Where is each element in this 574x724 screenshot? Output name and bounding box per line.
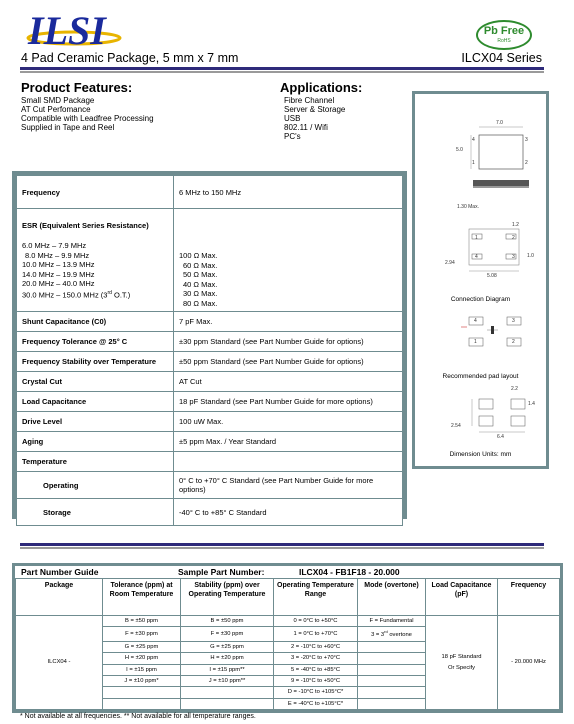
- spec-label: Operating: [17, 472, 174, 499]
- product-features: [21, 80, 154, 132]
- spec-row-tolerance: [17, 332, 403, 352]
- spec-row-storage: [17, 499, 403, 526]
- spec-value: ±5 ppm Max. / Year Standard: [174, 432, 403, 452]
- pin-label: 4: [474, 318, 477, 324]
- spec-label: ESR (Equivalent Series Resistance): [22, 221, 149, 230]
- temp-cell: 9 = -10°C to +50°C: [274, 675, 358, 686]
- esr-value: 50 Ω Max.: [183, 270, 218, 280]
- stability-cell: H = ±20 ppm: [181, 653, 274, 664]
- mode-cell: [358, 698, 426, 709]
- stability-cell: I = ±15 ppm**: [181, 664, 274, 675]
- spec-label: Crystal Cut: [17, 372, 174, 392]
- sample-label: Sample Part Number:: [178, 567, 265, 577]
- pin-label: 1: [474, 339, 477, 345]
- crystal-symbol: [491, 326, 494, 334]
- spec-row-frequency: [17, 176, 403, 209]
- layout-pad: [511, 399, 525, 409]
- spec-table: [16, 175, 403, 526]
- logo-text: ILSI: [28, 8, 106, 52]
- spec-row-drive: [17, 412, 403, 432]
- dim-label: 1.2: [512, 222, 519, 228]
- esr-range: 14.0 MHz – 19.9 MHz: [22, 269, 95, 279]
- sample-value: ILCX04 - FB1F18 - 20.000: [299, 567, 400, 577]
- pin-label: 1: [475, 235, 478, 241]
- tolerance-cell: G = ±25 ppm: [103, 641, 181, 652]
- rohs-label: RoHS: [497, 38, 511, 44]
- layout-pad: [479, 416, 493, 426]
- esr-values: [174, 209, 403, 312]
- stability-cell: J = ±10 ppm**: [181, 675, 274, 686]
- spec-value: 7 pF Max.: [174, 312, 403, 332]
- tolerance-cell: B = ±50 ppm: [103, 616, 181, 627]
- frequency-cell: - 20.000 MHz: [498, 616, 560, 710]
- part-guide-header-row: [16, 579, 560, 616]
- tolerance-cell: [103, 698, 181, 709]
- spec-label: Shunt Capacitance (C0): [17, 312, 174, 332]
- section-rule: [20, 543, 544, 546]
- col-header: Stability (ppm) over Operating Temperature: [181, 579, 274, 616]
- spec-value: ±30 ppm Standard (see Part Number Guide for options): [174, 332, 403, 352]
- spec-value: 100 uW Max.: [174, 412, 403, 432]
- esr-range: 6.0 MHz – 7.9 MHz: [22, 241, 87, 250]
- pin-label: 1: [472, 160, 475, 166]
- application-item: Fibre Channel: [284, 96, 335, 105]
- spec-value: ±50 ppm Standard (see Part Number Guide for options): [174, 352, 403, 372]
- pad-layout-caption: Recommended pad layout: [442, 373, 519, 380]
- load-cell: [426, 616, 498, 710]
- applications-title: Applications:: [280, 80, 363, 95]
- footnote: * Not available at all frequencies. ** Not available for all temperature ranges.: [20, 713, 256, 720]
- spec-label: Frequency: [17, 176, 174, 209]
- mode-cell: [358, 664, 426, 675]
- series-title: ILCX04 Series: [461, 51, 542, 65]
- col-header: Operating Temperature Range: [274, 579, 358, 616]
- ilsi-logo: [22, 8, 140, 52]
- temp-cell: E = -40°C to +105°C*: [274, 698, 358, 709]
- spec-row-stability: [17, 352, 403, 372]
- pin-label: 2: [512, 339, 515, 345]
- dim-label: 5.08: [487, 273, 497, 279]
- mode-cell: [358, 687, 426, 698]
- package-base: [473, 186, 529, 188]
- connection-caption: Connection Diagram: [450, 296, 511, 303]
- esr-value: 40 Ω Max.: [183, 279, 218, 289]
- dim-label: 1.30 Max.: [457, 204, 479, 210]
- esr-range: 8.0 MHz – 9.9 MHz: [25, 250, 90, 260]
- temp-cell: 1 = 0°C to +70°C: [274, 627, 358, 641]
- spec-label: Storage: [17, 499, 174, 526]
- spec-row-aging: [17, 432, 403, 452]
- tolerance-cell: I = ±15 ppm: [103, 664, 181, 675]
- spec-label: Aging: [17, 432, 174, 452]
- esr-value: 30 Ω Max.: [183, 289, 218, 299]
- load-value: Or Specify: [447, 664, 476, 671]
- mode-cell: [358, 653, 426, 664]
- part-guide-title: Part Number Guide: [21, 567, 99, 577]
- feature-item: Compatible with Leadfree Processing: [21, 114, 154, 123]
- spec-row-operating: [17, 472, 403, 499]
- spec-row-crystal-cut: [17, 372, 403, 392]
- stability-cell: [181, 687, 274, 698]
- spec-value: 0° C to +70° C Standard (see Part Number Guide for more options): [174, 472, 403, 499]
- esr-value: 60 Ω Max.: [183, 260, 218, 270]
- package-title: 4 Pad Ceramic Package, 5 mm x 7 mm: [21, 51, 239, 65]
- load-value: 18 pF Standard: [441, 654, 482, 661]
- package-drawing: [415, 94, 546, 466]
- dim-label: 6.4: [497, 434, 504, 440]
- application-item: 802.11 / Wifi: [284, 123, 328, 132]
- package-cell: ILCX04 -: [16, 616, 103, 710]
- tolerance-cell: J = ±10 ppm*: [103, 675, 181, 686]
- feature-item: Small SMD Package: [21, 96, 95, 105]
- esr-cell: [17, 209, 174, 312]
- pin-label: 4: [472, 137, 475, 143]
- application-item: Server & Storage: [284, 105, 346, 114]
- spec-label: Frequency Tolerance @ 25° C: [17, 332, 174, 352]
- tolerance-cell: [103, 687, 181, 698]
- stability-cell: B = ±50 ppm: [181, 616, 274, 627]
- spec-label: Drive Level: [17, 412, 174, 432]
- mode-cell: 3 = 3rd overtone: [358, 627, 426, 641]
- temp-cell: 2 = -10°C to +60°C: [274, 641, 358, 652]
- dim-label: 1.4: [528, 401, 535, 407]
- dim-label: 7.0: [496, 120, 503, 126]
- application-item: USB: [284, 114, 301, 123]
- spec-value: 18 pF Standard (see Part Number Guide for more options): [174, 392, 403, 412]
- spec-label: Frequency Stability over Temperature: [17, 352, 174, 372]
- spec-row-load: [17, 392, 403, 412]
- col-header: Frequency: [498, 579, 560, 616]
- package-outline: [479, 135, 523, 169]
- dim-label: 2.2: [511, 386, 518, 392]
- esr-range: 20.0 MHz – 40.0 MHz: [22, 279, 95, 289]
- spec-value: [174, 452, 403, 472]
- temp-cell: 3 = -20°C to +70°C: [274, 653, 358, 664]
- stability-cell: F = ±30 ppm: [181, 627, 274, 641]
- spec-value: AT Cut: [174, 372, 403, 392]
- esr-value: 80 Ω Max.: [183, 298, 218, 308]
- dim-label: 2.54: [451, 423, 461, 429]
- application-item: PC's: [284, 132, 301, 141]
- stability-cell: [181, 698, 274, 709]
- col-header: Load Capacitance (pF): [426, 579, 498, 616]
- spec-label: Temperature: [17, 452, 174, 472]
- esr-value: 100 Ω Max.: [179, 251, 218, 260]
- pb-free-title: Pb Free: [483, 25, 525, 37]
- pin-label: 2: [512, 235, 515, 241]
- dim-label: 2.94: [445, 260, 455, 266]
- spec-row-temperature: [17, 452, 403, 472]
- pin-label: 3: [525, 137, 528, 143]
- part-guide-table: [15, 578, 560, 710]
- tolerance-cell: F = ±30 ppm: [103, 627, 181, 641]
- esr-range: 10.0 MHz – 13.9 MHz: [22, 260, 95, 270]
- features-title: Product Features:: [21, 80, 133, 95]
- pin-label: 3: [512, 318, 515, 324]
- section-rule-gray: [20, 547, 544, 549]
- package-side-view: [473, 180, 529, 187]
- applications: [280, 80, 362, 141]
- temp-cell: 0 = 0°C to +50°C: [274, 616, 358, 627]
- spec-row-esr: [17, 209, 403, 312]
- feature-item: AT Cut Perfomance: [21, 105, 91, 114]
- temp-cell: D = -10°C to +105°C*: [274, 687, 358, 698]
- spec-value: 6 MHz to 150 MHz: [174, 176, 403, 209]
- table-row: [16, 616, 560, 627]
- feature-item: Supplied in Tape and Reel: [21, 123, 115, 132]
- mode-cell: F = Fundamental: [358, 616, 426, 627]
- col-header: Package: [16, 579, 103, 616]
- pin-label: 2: [525, 160, 528, 166]
- spec-label: Load Capacitance: [17, 392, 174, 412]
- dim-label: 5.0: [456, 147, 463, 153]
- col-header: Mode (overtone): [358, 579, 426, 616]
- temp-cell: 5 = -40°C to +85°C: [274, 664, 358, 675]
- part-guide-header: [15, 566, 560, 578]
- spec-row-shunt: [17, 312, 403, 332]
- header-rule-gray: [20, 71, 544, 73]
- col-header: Tolerance (ppm) at Room Temperature: [103, 579, 181, 616]
- pin-label: 3: [512, 254, 515, 260]
- esr-range-last: 30.0 MHz – 150.0 MHz (3rd O.T.): [22, 289, 131, 300]
- mode-cell: [358, 641, 426, 652]
- pin-label: 4: [475, 254, 478, 260]
- layout-pad: [479, 399, 493, 409]
- dimension-panel: [412, 91, 549, 469]
- layout-pad: [511, 416, 525, 426]
- units-caption: Dimension Units: mm: [449, 451, 512, 458]
- mode-cell: [358, 675, 426, 686]
- dim-label: 1.0: [527, 253, 534, 259]
- tolerance-cell: H = ±20 ppm: [103, 653, 181, 664]
- pb-free-badge: [476, 20, 532, 50]
- stability-cell: G = ±25 ppm: [181, 641, 274, 652]
- header-rule: [20, 67, 544, 70]
- spec-value: -40° C to +85° C Standard: [174, 499, 403, 526]
